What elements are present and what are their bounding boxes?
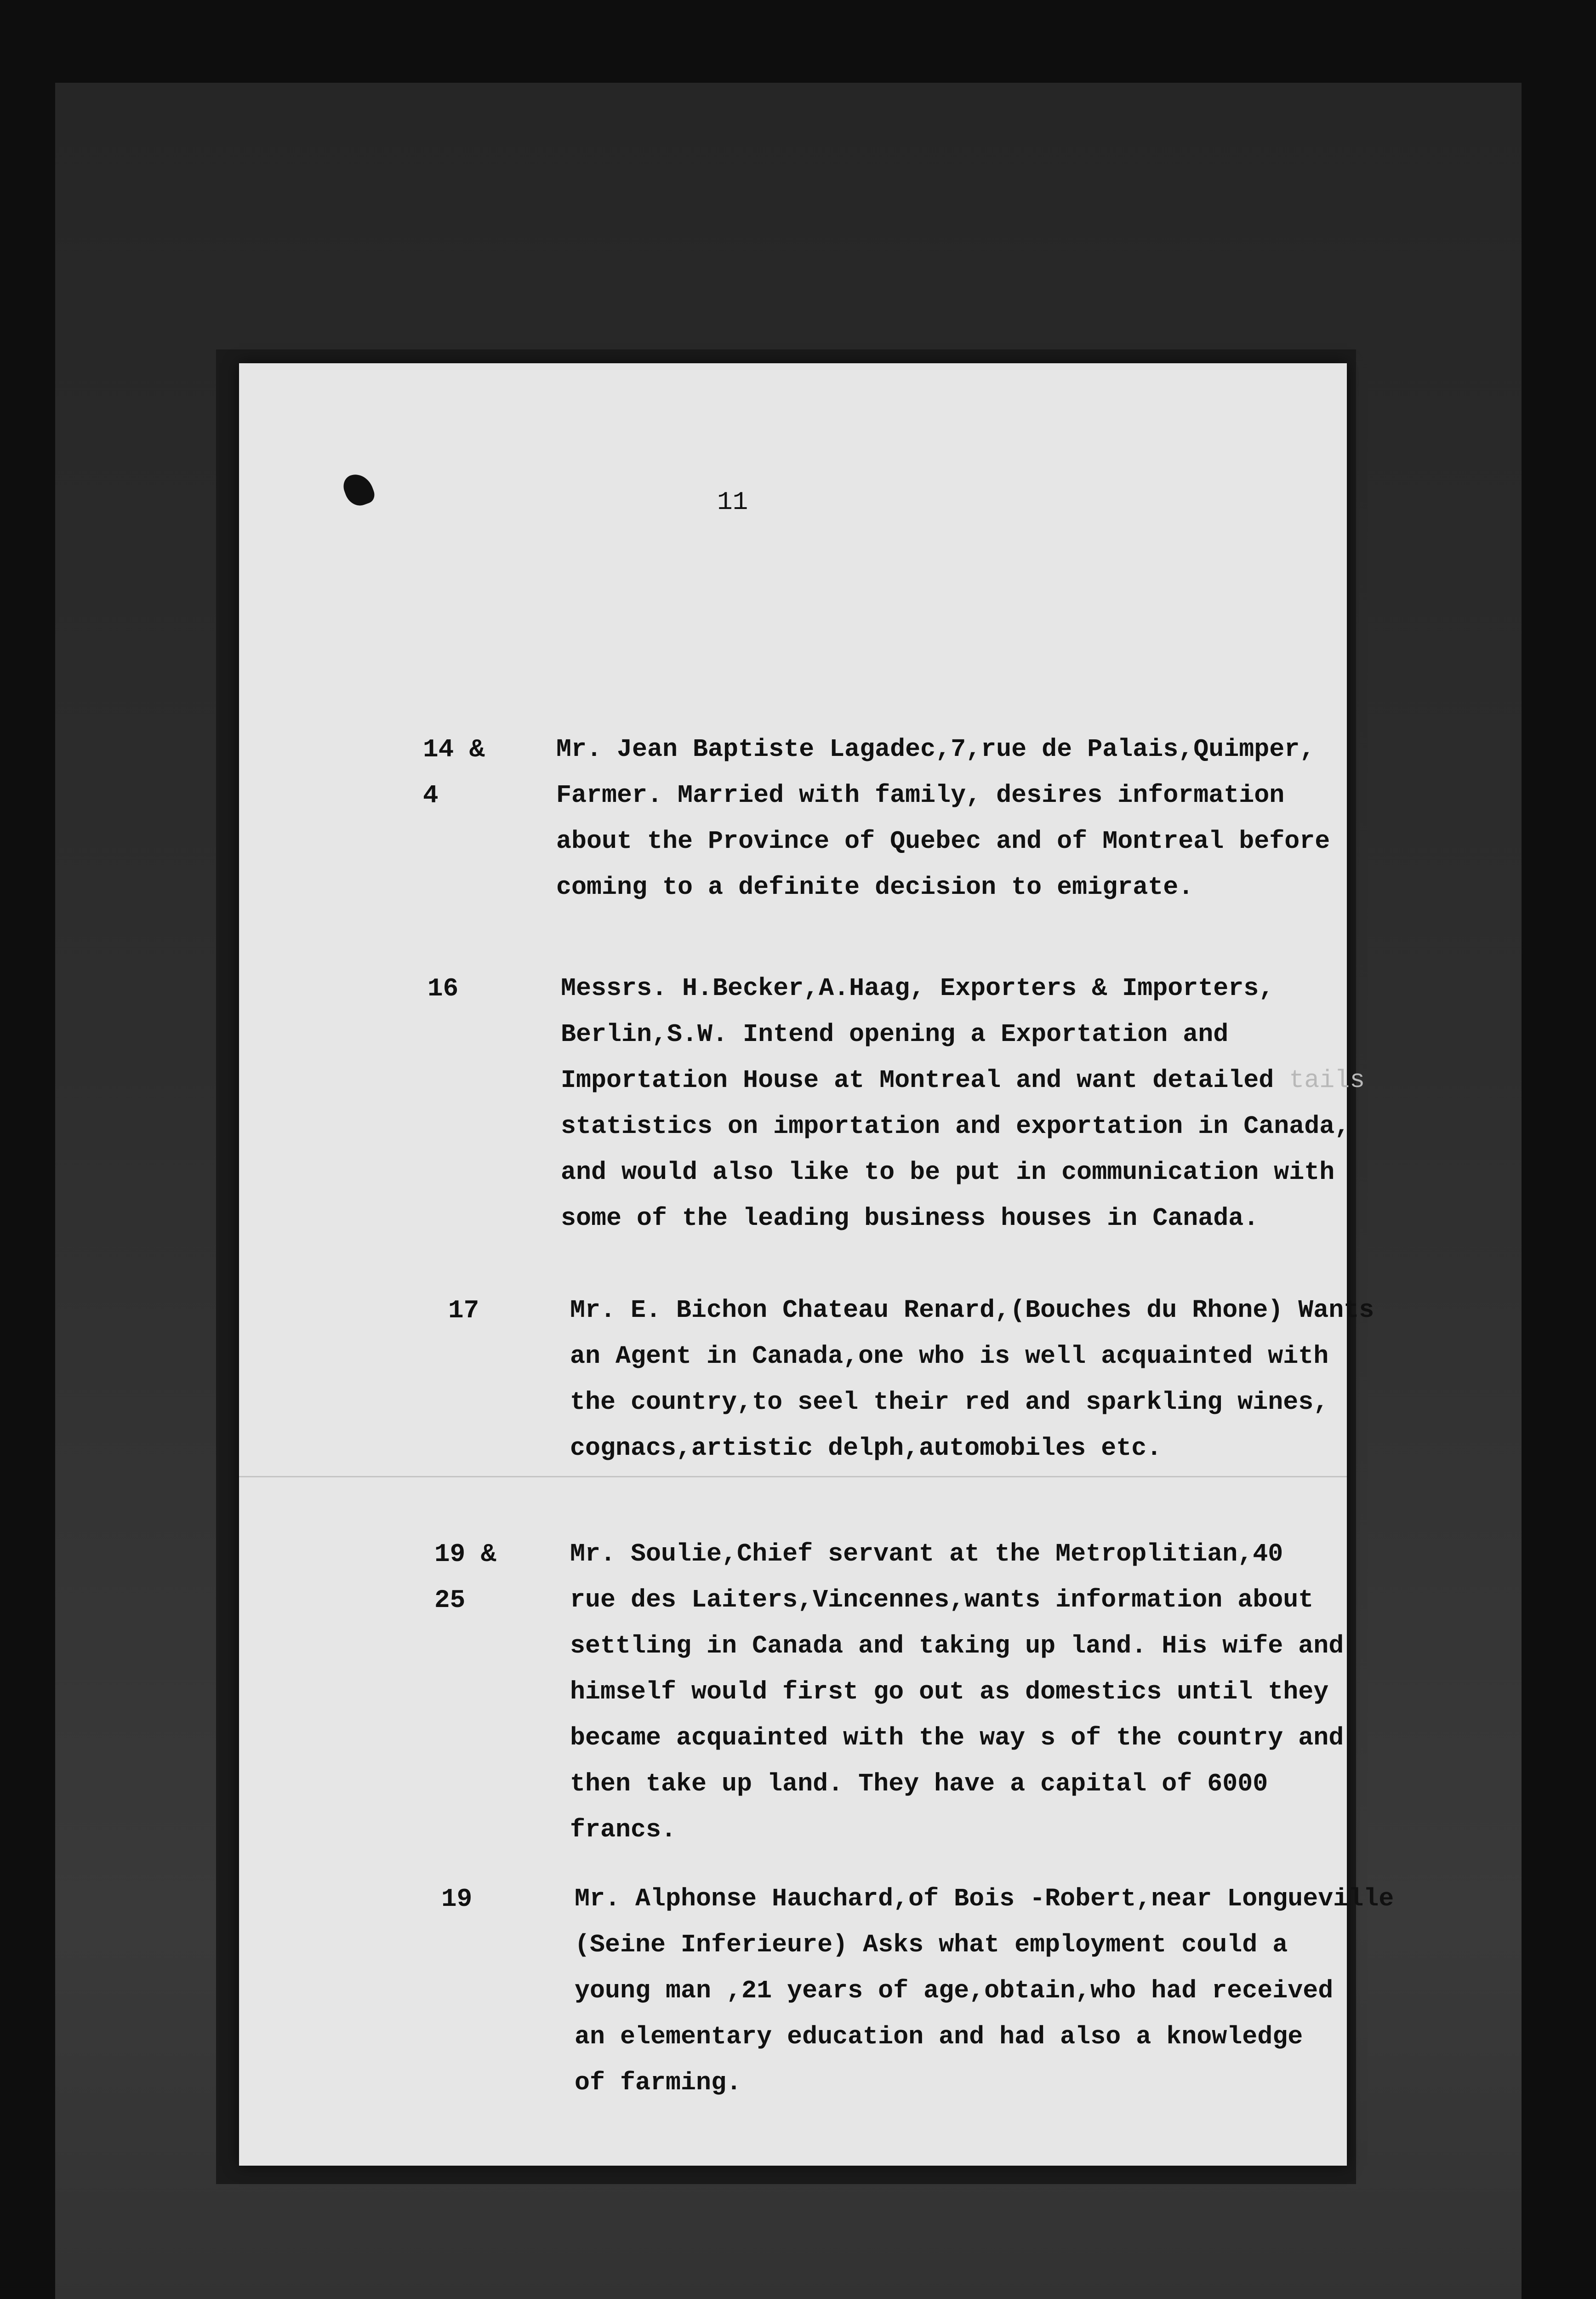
entry-line: of farming. bbox=[575, 2068, 742, 2097]
page-number: 11 bbox=[717, 487, 748, 517]
entry-line: Farmer. Married with family, desires information bbox=[556, 781, 1285, 810]
entry-text bbox=[556, 726, 1338, 910]
entry-line: the country,to seel their red and sparkling wines, bbox=[570, 1388, 1329, 1417]
ink-mark-icon bbox=[340, 470, 377, 509]
entry-text bbox=[570, 1531, 1351, 1853]
entry-line: Messrs. H.Becker,A.Haag, Exporters & Importers, bbox=[561, 974, 1274, 1003]
document-page bbox=[239, 363, 1394, 2166]
page-fold-line bbox=[239, 1476, 1347, 1477]
entry-number bbox=[434, 1531, 496, 1623]
entry-number-line: 16 bbox=[428, 974, 459, 1003]
entry-number-line: 4 bbox=[423, 781, 439, 810]
entry-line: an Agent in Canada,one who is well acquainted with bbox=[570, 1342, 1329, 1371]
entry-line: Mr. Alphonse Hauchard,of Bois -Robert,near Longueville bbox=[575, 1884, 1394, 1913]
entry-line: young man ,21 years of age,obtain,who had received bbox=[575, 1976, 1334, 2005]
entry-text bbox=[570, 1287, 1374, 1471]
entry-text bbox=[561, 966, 1365, 1241]
entry-number-line: 17 bbox=[448, 1296, 479, 1325]
entry-line: some of the leading business houses in Canada. bbox=[561, 1204, 1259, 1233]
entry-line: then take up land. They have a capital of 6000 bbox=[570, 1769, 1268, 1798]
entry-line: (Seine Inferieure) Asks what employment could a bbox=[575, 1930, 1288, 1959]
entry-line: rue des Laiters,Vincennes,wants information about bbox=[570, 1585, 1314, 1614]
ghost-text: tails bbox=[1289, 1066, 1365, 1095]
entry-number bbox=[423, 726, 484, 818]
entry-number-line: 19 bbox=[441, 1884, 473, 1914]
entry-line: Berlin,S.W. Intend opening a Exportation and bbox=[561, 1020, 1229, 1049]
entry-line: Mr. E. Bichon Chateau Renard,(Bouches du Rhone) Wants bbox=[570, 1296, 1374, 1325]
entry-number bbox=[448, 1287, 479, 1333]
entry-line: statistics on importation and exportation in Canada, bbox=[561, 1112, 1350, 1141]
entry-line: about the Province of Quebec and of Montreal before bbox=[556, 827, 1330, 856]
entry-line: an elementary education and had also a knowledge bbox=[575, 2022, 1303, 2051]
entry-line: cognacs,artistic delph,automobiles etc. bbox=[570, 1434, 1162, 1463]
entry-number-line: 25 bbox=[434, 1585, 466, 1615]
entry-text bbox=[575, 1876, 1394, 2106]
entry-line: became acquainted with the way s of the country and bbox=[570, 1723, 1344, 1752]
entry-number bbox=[441, 1876, 472, 1922]
entry-line: Mr. Soulie,Chief servant at the Metroplitian,40 bbox=[570, 1539, 1283, 1568]
entry-number-line: 14 & bbox=[423, 735, 485, 764]
entry-line: and would also like to be put in communication with bbox=[561, 1158, 1335, 1187]
entry-number-line: 19 & bbox=[434, 1539, 496, 1569]
entry-number bbox=[428, 966, 458, 1012]
entry-line: himself would first go out as domestics until they bbox=[570, 1677, 1329, 1706]
entry-line: settling in Canada and taking up land. His wife and bbox=[570, 1631, 1344, 1660]
entry-line: francs. bbox=[570, 1815, 677, 1844]
entry-line bbox=[561, 1058, 1365, 1104]
entry-line: Mr. Jean Baptiste Lagadec,7,rue de Palais,Quimper, bbox=[556, 735, 1315, 764]
entry-line: coming to a definite decision to emigrate. bbox=[556, 873, 1194, 902]
entry-line-text: Importation House at Montreal and want detailed bbox=[561, 1066, 1274, 1095]
